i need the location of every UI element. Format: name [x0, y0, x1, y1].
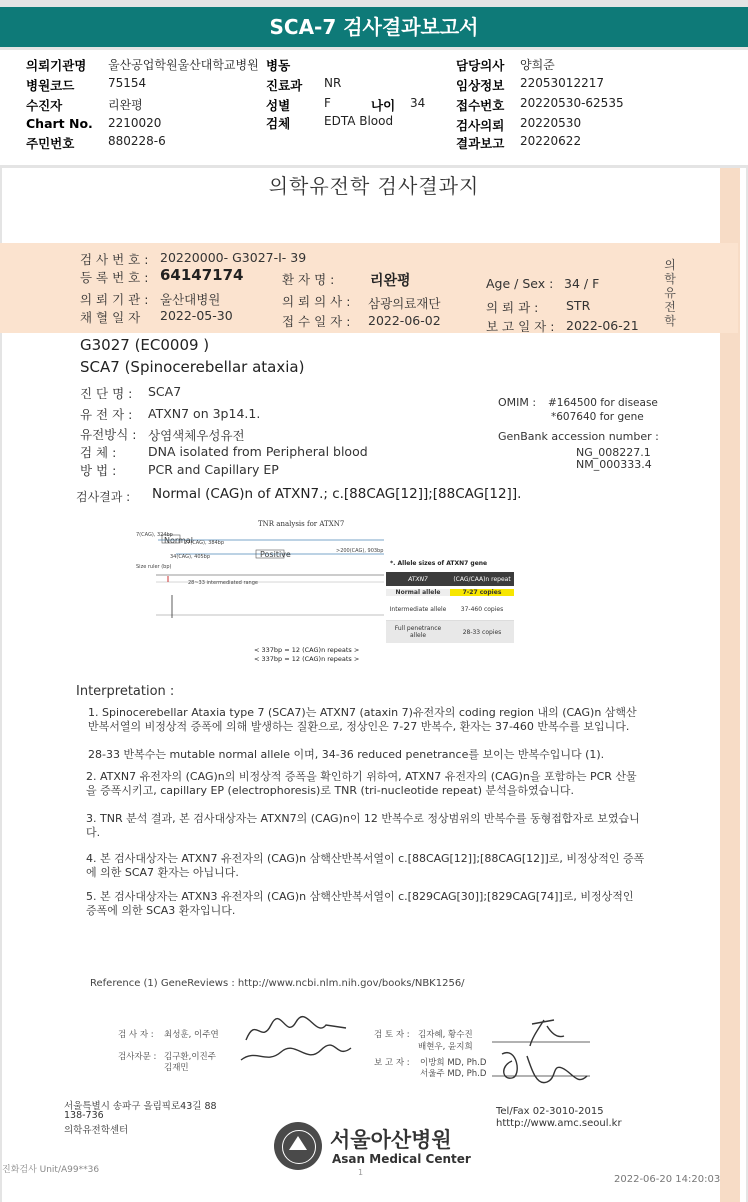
allele-name: Intermediate allele	[389, 605, 447, 613]
asan-foundation-seal	[274, 1122, 322, 1170]
marker-384bp: 27(CAG), 384bp	[184, 540, 225, 546]
hospital-code-label: 병원코드	[26, 78, 75, 93]
page-mark: 1	[358, 1168, 364, 1177]
genbank-ng: NG_008227.1	[576, 446, 651, 459]
interpretation-2: 2. ATXN7 유전자의 (CAG)n의 비정상적 증폭을 확인하기 위하여, ATXN7 유전자의 (CAG)n을 포함하는 PCR 산물을 증폭시키고, capillary EP (electrophoresis)로 TNR (tri-nucleotide repeat) 분석을하였습니다.	[86, 770, 637, 797]
interpretation-title: Interpretation :	[76, 684, 175, 699]
interpretation-4: 4. 본 검사대상자는 ATXN7 유전자의 (CAG)n 삼핵산반복서열이 c.[88CAG[12]];[88CAG[12]]로, 비정상적인 증폭에 의한 SCA7 환자는 아닙니다.	[86, 852, 645, 879]
inherit-label: 유전방식 :	[80, 427, 137, 442]
tnr-figure	[136, 518, 516, 668]
sample-label: 검 체 :	[80, 445, 117, 460]
institution-label: 의뢰기관명	[26, 58, 87, 73]
institution-value: 울산공업학원울산대학교병원	[108, 58, 259, 72]
receipt-no-label: 접수번호	[456, 98, 505, 113]
reviewer-value-2: 배현우, 윤지희	[418, 1042, 473, 1052]
address-line-3: 의학유전학센터	[64, 1125, 129, 1136]
allele-row	[386, 586, 514, 598]
repeat-note-2: < 337bp = 12 (CAG)n repeats >	[254, 655, 360, 663]
allele-name: Normal allele	[386, 589, 450, 596]
reviewer-signature	[492, 1016, 592, 1096]
sex-label: 성별	[266, 98, 291, 113]
hospital-name-en: Asan Medical Center	[332, 1152, 471, 1166]
patient-name-label: 환 자 명 :	[282, 272, 335, 287]
req-inst-label: 의 뢰 기 관 :	[80, 292, 149, 307]
address-line-2: 138-736	[64, 1110, 104, 1121]
repeat-note-1: < 337bp = 12 (CAG)n repeats >	[254, 646, 360, 654]
dept-value: NR	[324, 76, 342, 90]
diag-value: SCA7	[148, 384, 182, 399]
doctor-label: 담당의사	[456, 58, 505, 73]
allele-repeats: 37-460 copies	[460, 605, 504, 613]
resident-label: 주민번호	[26, 136, 75, 151]
figure-title: TNR analysis for ATXN7	[258, 520, 345, 528]
sex-value: F	[324, 96, 331, 110]
chart-label: Chart No.	[26, 116, 93, 131]
tester-label: 검 사 자 :	[118, 1030, 154, 1040]
doctor-value: 양희준	[520, 58, 555, 72]
ward-label: 병동	[266, 58, 291, 73]
gene-value: ATXN7 on 3p14.1.	[148, 406, 261, 421]
allele-repeats: 7-27 copies	[450, 589, 514, 596]
request-value: 20220530	[520, 116, 582, 130]
size-ruler-label: Size ruler (bp)	[136, 564, 172, 570]
method-value: PCR and Capillary EP	[148, 462, 279, 477]
allele-name: Full penetrance allele	[394, 625, 442, 639]
hospital-code-value: 75154	[108, 76, 147, 90]
patient-label: 수진자	[26, 98, 63, 113]
receipt-no-value: 20220530-62535	[520, 96, 624, 110]
collect-label: 채 혈 일 자	[80, 310, 141, 325]
reviewer-label: 검 토 자 :	[374, 1030, 410, 1040]
report-label: 결과보고	[456, 136, 505, 151]
age-sex-label: Age / Sex :	[486, 276, 554, 291]
omim-label: OMIM :	[498, 396, 537, 409]
reporter-value-1: 이방희 MD, Ph.D	[420, 1058, 487, 1068]
interpretation-1: 1. Spinocerebellar Ataxia type 7 (SCA7)는 ATXN7 (ataxin 7)유전자의 coding region 내의 (CAG)n 삼핵산 반복서열의 비정상적 증폭에 의해 발생하는 질환으로, 정상인은 7-27 반복수, 환자는 37-460 반복수를 보입니다.	[88, 706, 637, 733]
collect-value: 2022-05-30	[160, 308, 233, 323]
report-date-value: 2022-06-21	[566, 318, 639, 333]
patient-value: 리완평	[108, 98, 143, 112]
reference: Reference (1) GeneReviews : http://www.ncbi.nlm.nih.gov/books/NBK1256/	[90, 978, 465, 989]
allele-table-title: *. Allele sizes of ATXN7 gene	[390, 560, 488, 567]
advisor-value-1: 김구환,이진주	[164, 1052, 216, 1062]
footer-unit: 진화검사 Unit/A99**36	[2, 1165, 100, 1175]
report-value: 20220622	[520, 134, 582, 148]
reg-no-value: 64147174	[160, 266, 244, 284]
chart-value: 2210020	[108, 116, 162, 130]
tel-fax: Tel/Fax 02-3010-2015	[496, 1106, 604, 1117]
label-positive: Positive	[260, 550, 291, 559]
allele-row	[386, 621, 514, 643]
patient-name-value: 리완평	[370, 273, 411, 289]
report-header	[0, 50, 748, 165]
req-doctor-label: 의 뢰 의 사 :	[282, 294, 351, 309]
report-date-label: 보 고 일 자 :	[486, 319, 555, 334]
clinical-label: 임상정보	[456, 78, 505, 93]
interpretation-1b: 28-33 반복수는 mutable normal allele 이며, 34-36 reduced penetrance를 보이는 반복수입니다 (1).	[88, 748, 605, 761]
allele-col-header: ATXN7	[408, 575, 428, 583]
receive-label: 접 수 일 자 :	[282, 314, 351, 329]
age-sex-value: 34 / F	[564, 276, 600, 291]
allele-table-header	[386, 572, 514, 586]
reg-no-label: 등 록 번 호 :	[80, 270, 149, 285]
req-doctor-value: 삼광의료재단	[368, 296, 441, 311]
specimen-label: 검체	[266, 116, 291, 131]
dept-label: 진료과	[266, 78, 303, 93]
allele-repeats: 28-33 copies	[462, 628, 502, 636]
document-title: 의학유전학 검사결과지	[268, 174, 480, 198]
label-normal: Normal	[164, 536, 193, 545]
reviewer-value-1: 김자혜, 황수진	[418, 1030, 473, 1040]
website: htttp://www.amc.seoul.kr	[496, 1118, 622, 1129]
allele-size-table	[386, 572, 514, 643]
genbank-nm: NM_000333.4	[576, 458, 652, 471]
gene-label: 유 전 자 :	[80, 407, 133, 422]
diag-label: 진 단 명 :	[80, 386, 133, 401]
marker-324bp: 7(CAG), 324bp	[136, 532, 173, 538]
request-label: 검사의뢰	[456, 118, 505, 133]
specimen-value: EDTA Blood	[324, 114, 394, 128]
marker-405bp: 34(CAG), 405bp	[170, 554, 211, 560]
reporter-value-2: 서울주 MD, Ph.D	[420, 1069, 487, 1079]
clinical-value: 22053012217	[520, 76, 604, 90]
test-code: G3027 (EC0009 )	[80, 336, 210, 354]
reporter-label: 보 고 자 :	[374, 1058, 410, 1068]
intermediate-range-label: 28~33 intermediated range	[188, 580, 258, 586]
method-label: 방 법 :	[80, 463, 117, 478]
receive-value: 2022-06-02	[368, 313, 441, 328]
age-value: 34	[410, 96, 426, 110]
test-no-label: 검 사 번 호 :	[80, 252, 149, 267]
test-name: SCA7 (Spinocerebellar ataxia)	[80, 358, 305, 376]
sample-value: DNA isolated from Peripheral blood	[148, 444, 368, 459]
test-no-value: 20220000- G3027-I- 39	[160, 250, 307, 265]
result-value: Normal (CAG)n of ATXN7.; c.[88CAG[12]];[88CAG[12]].	[152, 486, 522, 502]
advisor-value-2: 김재민	[164, 1063, 189, 1073]
genbank-label: GenBank accession number :	[498, 430, 659, 443]
tester-value: 최성훈, 이주연	[164, 1030, 219, 1040]
req-inst-value: 울산대병원	[160, 292, 221, 307]
marker-903bp: >200(CAG), 903bp	[336, 548, 384, 554]
interpretation-5: 5. 본 검사대상자는 ATXN3 유전자의 (CAG)n 삼핵산반복서열이 c.[829CAG[30]];[829CAG[74]]로, 비정상적인 증폭에 의한 SCA3 환자입니다.	[86, 890, 634, 917]
result-label: 검사결과 :	[76, 490, 131, 504]
advisor-label: 검사자문 :	[118, 1052, 157, 1062]
tester-signature	[236, 1010, 356, 1070]
address-line-1: 서울특별시 송파구 올림픽로43길 88	[64, 1101, 217, 1112]
req-dept-label: 의 뢰 과 :	[486, 300, 539, 315]
hospital-name-kr: 서울아산병원	[330, 1128, 452, 1152]
allele-row	[386, 598, 514, 621]
resident-value: 880228-6	[108, 134, 166, 148]
footer-timestamp: 2022-06-20 14:20:03	[614, 1174, 721, 1185]
req-dept-value: STR	[566, 298, 591, 313]
side-vertical-text: 의학유전학	[664, 258, 676, 328]
report-title: SCA-7 검사결과보고서	[0, 7, 748, 47]
inherit-value: 상염색체우성유전	[148, 428, 245, 443]
age-label: 나이	[371, 98, 396, 113]
interpretation-3: 3. TNR 분석 결과, 본 검사대상자는 ATXN7의 (CAG)n이 12 반복수로 정상범위의 반복수를 동형접합자로 보였습니다.	[86, 812, 640, 839]
repeat-col-header: (CAG/CAA)n repeat	[453, 575, 511, 583]
omim-gene: *607640 for gene	[551, 411, 644, 423]
omim-disease: #164500 for disease	[548, 397, 658, 409]
